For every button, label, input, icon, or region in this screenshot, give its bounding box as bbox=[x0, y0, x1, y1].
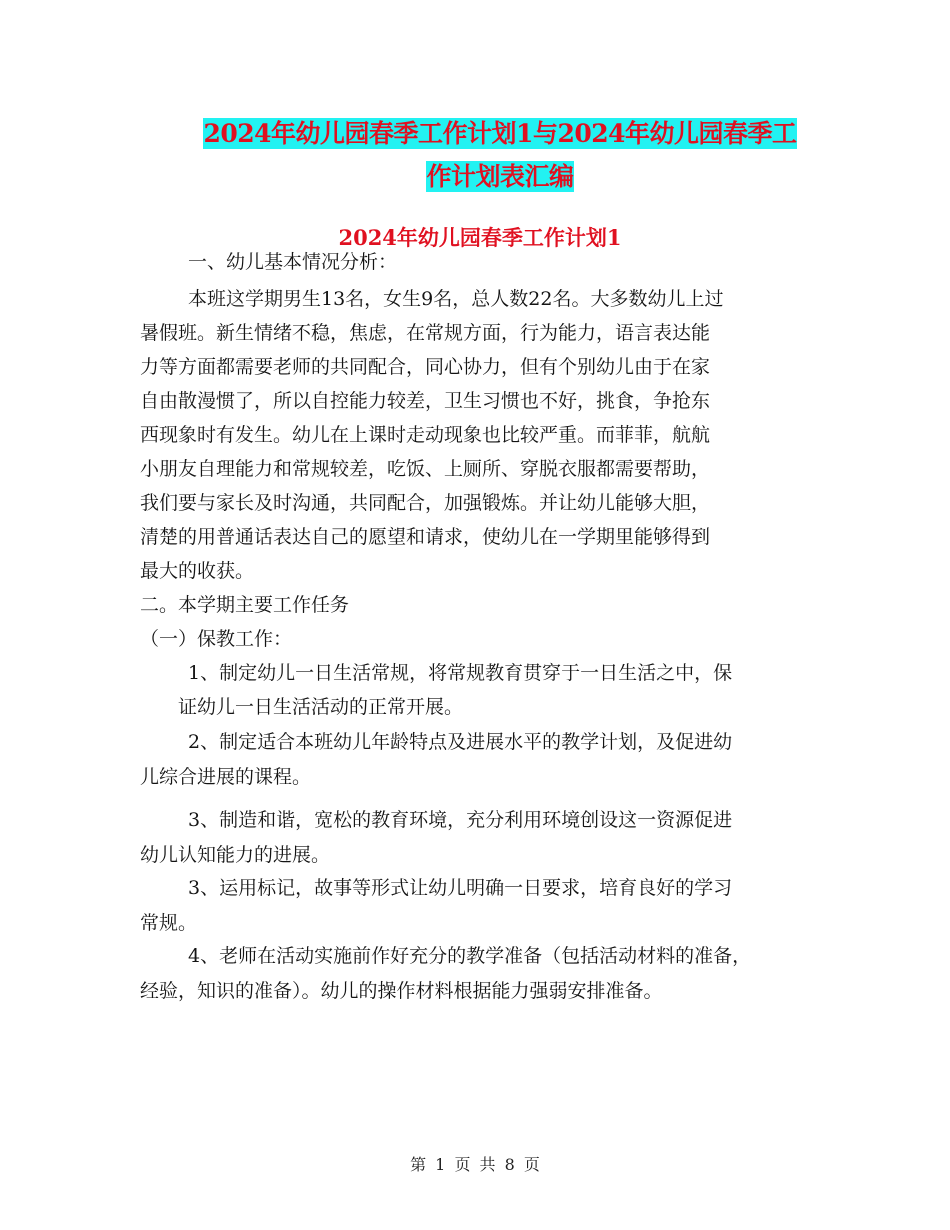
document-title bbox=[140, 112, 860, 198]
paragraph-line: 本班这学期男生13名，女生9名，总人数22名。大多数幼儿上过 bbox=[188, 288, 724, 310]
paragraph-line: 力等方面都需要老师的共同配合，同心协力，但有个别幼儿由于在家 bbox=[140, 356, 711, 378]
list-item-line: 儿综合进展的课程。 bbox=[140, 766, 312, 788]
title-line-2: 作计划表汇编 bbox=[426, 162, 574, 191]
paragraph-line: 二。本学期主要工作任务 bbox=[140, 594, 350, 616]
title-line-1: 2024年幼儿园春季工作计划1与2024年幼儿园春季工 bbox=[203, 119, 797, 148]
list-item-line: 2、制定适合本班幼儿年龄特点及进展水平的教学计划，及促进幼 bbox=[188, 731, 733, 753]
list-item-line: 3、制造和谐，宽松的教育环境，充分利用环境创设这一资源促进 bbox=[188, 809, 733, 831]
paragraph-line: （一）保教工作： bbox=[140, 628, 293, 650]
list-item-line: 经验，知识的准备）。幼儿的操作材料根据能力强弱安排准备。 bbox=[140, 980, 663, 1002]
paragraph-line: 清楚的用普通话表达自己的愿望和请求，使幼儿在一学期里能够得到 bbox=[140, 526, 711, 548]
section-title: 2024年幼儿园春季工作计划1 bbox=[338, 225, 622, 250]
list-item-line: 常规。 bbox=[140, 912, 198, 934]
list-item-line: 幼儿认知能力的进展。 bbox=[140, 844, 331, 866]
paragraph-line: 西现象时有发生。幼儿在上课时走动现象也比较严重。而菲菲，航航 bbox=[140, 424, 711, 446]
paragraph-line: 最大的收获。 bbox=[140, 560, 255, 582]
list-item-line: 4、老师在活动实施前作好充分的教学准备（包括活动材料的准备， bbox=[188, 945, 752, 967]
list-item-line: 3、运用标记，故事等形式让幼儿明确一日要求，培育良好的学习 bbox=[188, 877, 733, 899]
paragraph-line: 暑假班。新生情绪不稳，焦虑，在常规方面，行为能力，语言表达能 bbox=[140, 322, 711, 344]
heading-care-education: 证幼儿一日生活活动的正常开展。 bbox=[178, 696, 464, 718]
page-number-footer: 第 1 页 共 8 页 bbox=[410, 1155, 540, 1174]
heading-situation-analysis: 一、幼儿基本情况分析： bbox=[188, 251, 398, 273]
paragraph-line: 小朋友自理能力和常规较差，吃饭、上厕所、穿脱衣服都需要帮助， bbox=[140, 458, 711, 480]
heading-main-tasks: 1、制定幼儿一日生活常规，将常规教育贯穿于一日生活之中，保 bbox=[188, 662, 733, 684]
paragraph-line: 我们要与家长及时沟通，共同配合，加强锻炼。并让幼儿能够大胆， bbox=[140, 492, 711, 514]
paragraph-line: 自由散漫惯了，所以自控能力较差，卫生习惯也不好，挑食，争抢东 bbox=[140, 390, 711, 412]
